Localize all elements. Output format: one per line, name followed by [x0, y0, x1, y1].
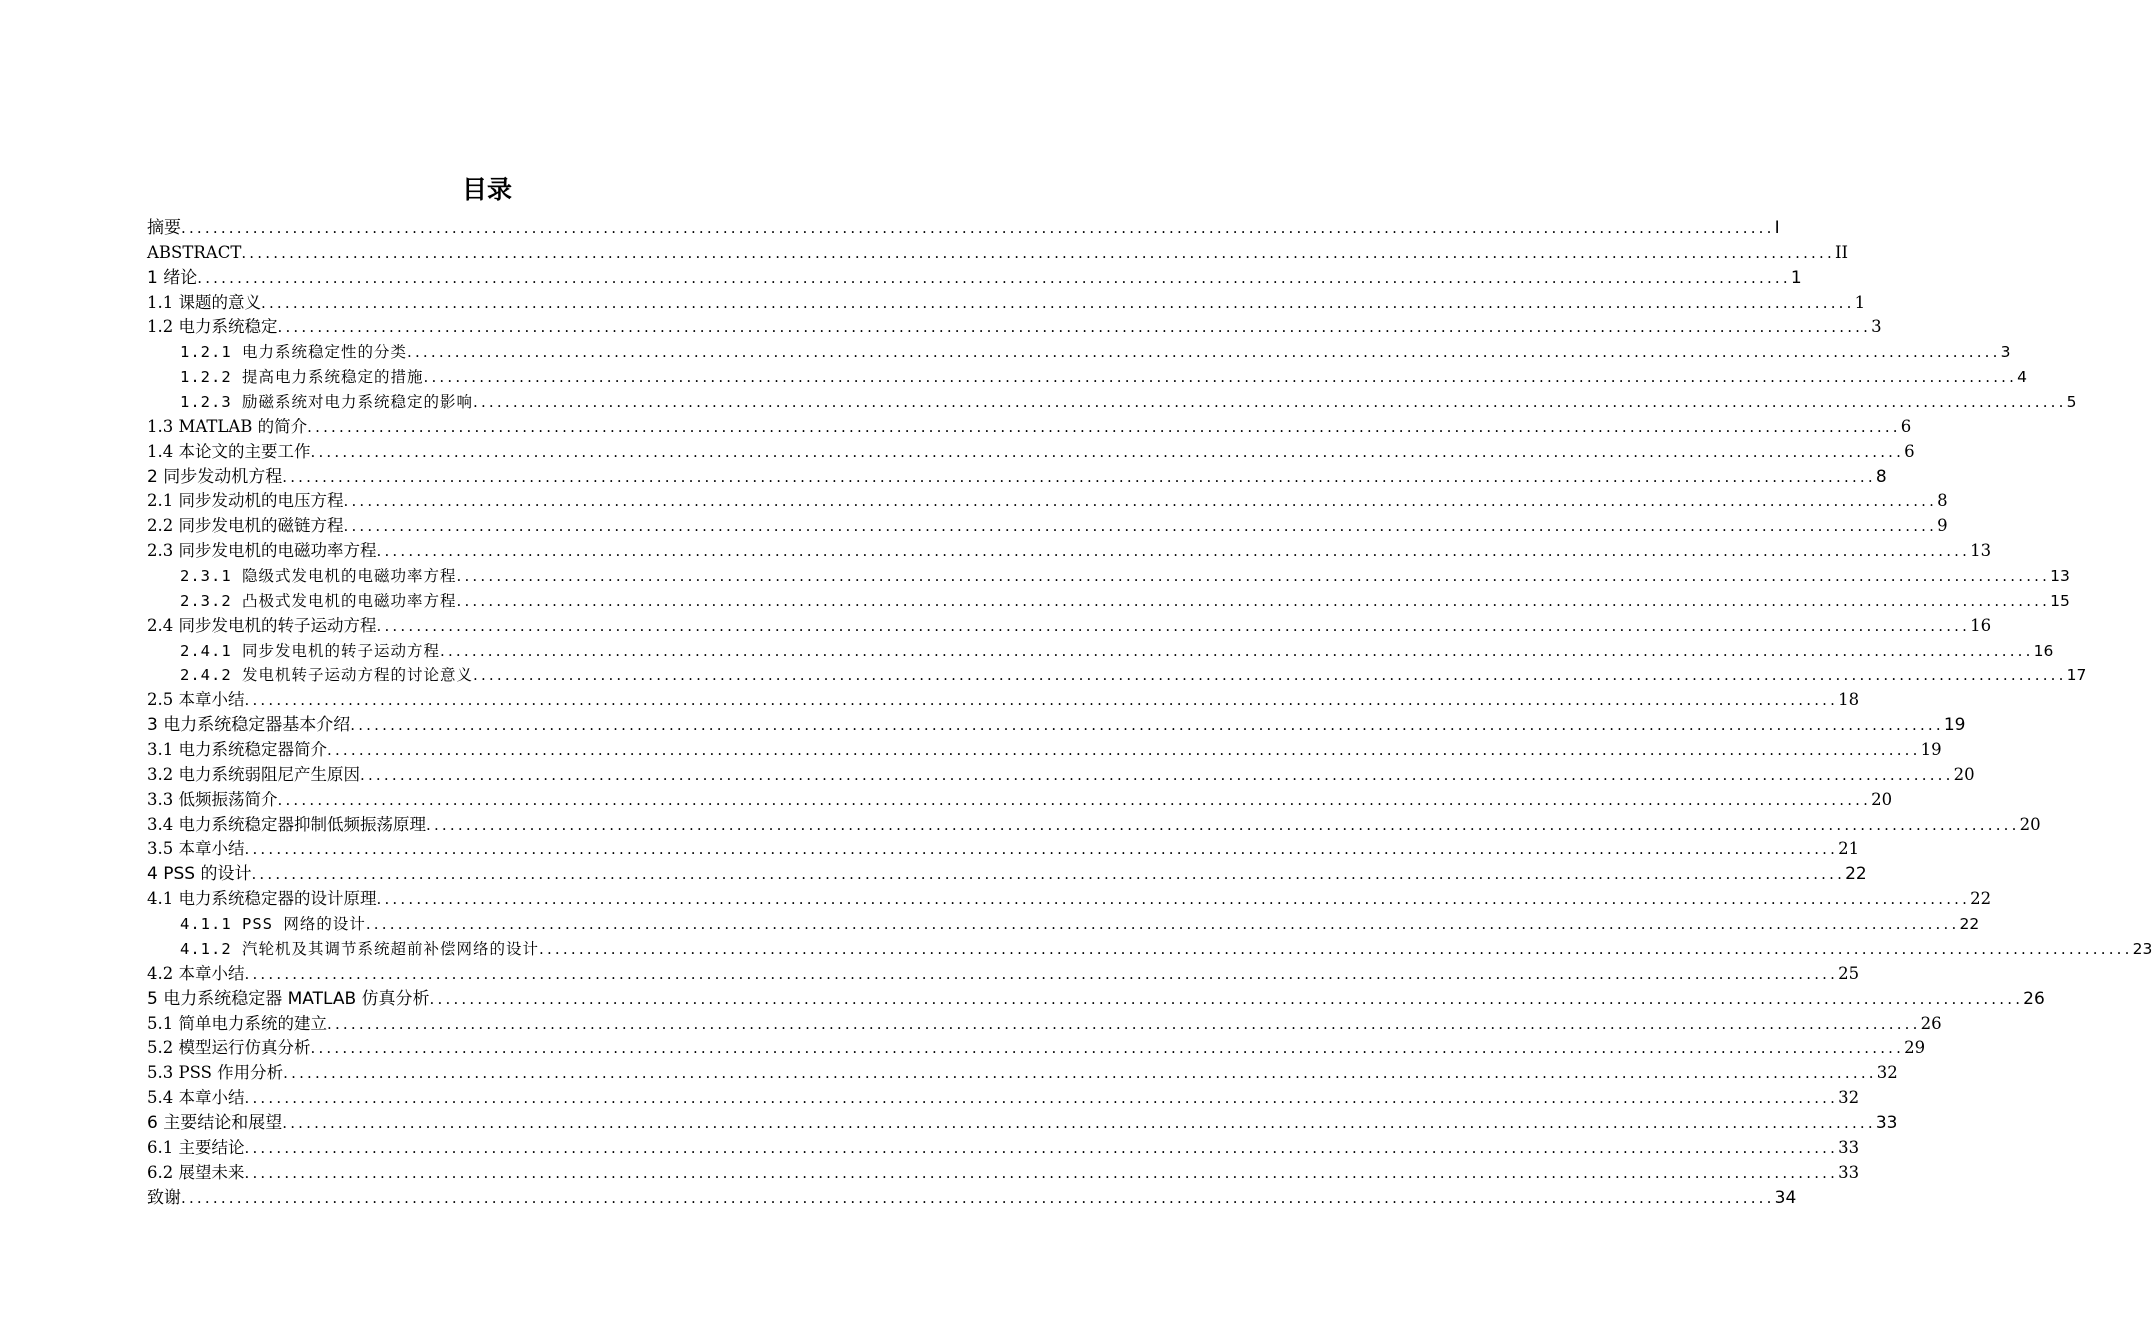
toc-entry[interactable]	[147, 241, 1848, 266]
toc-entry-page-number: 3	[2000, 343, 2011, 362]
toc-entry-page-number: 32	[1838, 1088, 1860, 1108]
toc-dot-leader: ........................................................................................................................................................................................................	[307, 417, 1901, 436]
toc-dot-leader: ........................................................................................................................................................................................................	[327, 1014, 1921, 1033]
toc-entry-page-number: II	[1834, 242, 1848, 262]
toc-dot-leader: ........................................................................................................................................................................................................	[456, 567, 2051, 586]
toc-dot-leader: ........................................................................................................................................................................................................	[423, 368, 2018, 387]
toc-entry-page-number: 3	[1871, 317, 1882, 337]
toc-entry[interactable]	[147, 266, 1802, 291]
toc-entry-label: 3.5 本章小结	[147, 839, 245, 859]
toc-entry-page-number: 34	[1774, 1187, 1797, 1208]
toc-entry[interactable]	[147, 365, 2027, 390]
toc-dot-leader: ........................................................................................................................................................................................................	[376, 616, 1971, 635]
toc-entry[interactable]	[147, 887, 1992, 912]
toc-entry-page-number: 4	[2017, 368, 2027, 387]
toc-dot-leader: ........................................................................................................................................................................................................	[376, 890, 1971, 909]
toc-entry[interactable]	[147, 216, 1780, 241]
toc-dot-leader: ........................................................................................................................................................................................................	[251, 865, 1846, 884]
toc-entry-label: 2.4 同步发电机的转子运动方程	[147, 615, 377, 635]
toc-entry-label: 1.3 MATLAB 的简介	[147, 416, 308, 436]
toc-entry-label: 3.1 电力系统稳定器简介	[147, 740, 327, 760]
toc-entry-page-number: 1	[1854, 292, 1866, 312]
toc-dot-leader: ........................................................................................................................................................................................................	[244, 840, 1839, 859]
toc-dot-leader: ........................................................................................................................................................................................................	[181, 219, 1775, 237]
toc-dot-leader: ........................................................................................................................................................................................................	[365, 915, 1960, 934]
toc-dot-leader: ........................................................................................................................................................................................................	[241, 243, 1835, 262]
toc-entry-page-number: 6	[1900, 416, 1912, 436]
toc-entry-page-number: 20	[2019, 814, 2041, 834]
toc-entry-label: 2.3 同步发电机的电磁功率方程	[147, 541, 377, 561]
toc-entry[interactable]	[147, 390, 2077, 415]
toc-entry-page-number: 33	[1838, 1162, 1860, 1182]
toc-entry-label: 5.1 简单电力系统的建立	[147, 1013, 327, 1033]
toc-dot-leader: ........................................................................................................................................................................................................	[261, 293, 1855, 312]
toc-dot-leader: ........................................................................................................................................................................................................	[539, 939, 2133, 958]
toc-entry-page-number: 22	[1959, 915, 1980, 934]
table-of-contents	[147, 216, 2152, 1210]
toc-dot-leader: ........................................................................................................................................................................................................	[473, 393, 2067, 412]
toc-entry-label: 4.2 本章小结	[147, 963, 245, 983]
toc-entry[interactable]	[147, 564, 2070, 589]
toc-entry[interactable]	[147, 1061, 1898, 1086]
toc-entry-label: 2.3.1 隐级式发电机的电磁功率方程	[180, 567, 457, 586]
toc-entry[interactable]	[147, 862, 1867, 887]
toc-entry[interactable]	[147, 688, 1860, 713]
toc-entry-label: 1.2.2 提高电力系统稳定的措施	[180, 368, 424, 387]
toc-entry-label: 1 绪论	[147, 267, 198, 288]
toc-entry-label: 1.2 电力系统稳定	[147, 317, 278, 337]
toc-entry[interactable]	[147, 1111, 1898, 1136]
toc-dot-leader: ........................................................................................................................................................................................................	[282, 1113, 1876, 1132]
toc-entry[interactable]	[147, 813, 2041, 838]
toc-entry-label: 3.3 低频振荡简介	[147, 789, 278, 809]
toc-entry-label: 2.4.2 发电机转子运动方程的讨论意义	[180, 666, 473, 685]
toc-entry-label: 5.4 本章小结	[147, 1088, 245, 1108]
toc-dot-leader: ........................................................................................................................................................................................................	[277, 318, 1872, 337]
toc-entry[interactable]	[147, 987, 2045, 1012]
toc-entry[interactable]	[147, 837, 1860, 862]
toc-dot-leader: ........................................................................................................................................................................................................	[473, 666, 2067, 685]
toc-entry-page-number: 9	[1937, 516, 1948, 536]
toc-entry-label: 5 电力系统稳定器 MATLAB 仿真分析	[147, 988, 430, 1009]
toc-dot-leader: ........................................................................................................................................................................................................	[426, 815, 2020, 834]
toc-entry-label: 1.1 课题的意义	[147, 292, 261, 312]
toc-entry[interactable]	[147, 639, 2054, 664]
toc-dot-leader: ........................................................................................................................................................................................................	[440, 641, 2034, 660]
toc-entry-label: ABSTRACT	[147, 242, 242, 262]
toc-entry-label: 摘要	[147, 218, 181, 238]
toc-entry[interactable]	[147, 539, 1992, 564]
toc-dot-leader: ........................................................................................................................................................................................................	[327, 741, 1921, 760]
toc-dot-leader: ........................................................................................................................................................................................................	[244, 691, 1839, 710]
toc-entry-page-number: 17	[2066, 666, 2087, 685]
toc-entry[interactable]	[147, 1012, 1942, 1037]
toc-entry-label: 2.4.1 同步发电机的转子运动方程	[180, 641, 440, 660]
toc-entry-label: 致谢	[147, 1187, 181, 1208]
toc-entry-label: 2 同步发动机方程	[147, 466, 283, 487]
toc-entry[interactable]	[147, 663, 2087, 688]
toc-entry-page-number: 32	[1876, 1063, 1898, 1083]
toc-entry-label: 3.4 电力系统稳定器抑制低频振荡原理	[147, 814, 426, 834]
toc-entry-page-number: 29	[1904, 1038, 1926, 1058]
toc-entry-page-number: 13	[2050, 567, 2070, 586]
toc-entry-page-number: I	[1774, 218, 1780, 238]
toc-entry[interactable]	[147, 713, 1966, 738]
toc-entry[interactable]	[147, 1036, 1926, 1061]
toc-entry-page-number: 15	[2050, 591, 2070, 610]
toc-entry-label: 1.2.3 励磁系统对电力系统稳定的影响	[180, 393, 473, 412]
toc-entry[interactable]	[147, 340, 2011, 365]
toc-entry-label: 5.2 模型运行仿真分析	[147, 1038, 311, 1058]
toc-entry[interactable]	[147, 291, 1866, 316]
toc-entry[interactable]	[147, 315, 1882, 340]
toc-entry-label: 4.1.2 汽轮机及其调节系统超前补偿网络的设计	[180, 939, 539, 958]
toc-entry[interactable]	[147, 1161, 1860, 1186]
toc-entry-label: 6 主要结论和展望	[147, 1112, 283, 1133]
toc-entry-label: 3.2 电力系统弱阻尼产生原因	[147, 764, 360, 784]
toc-entry[interactable]	[147, 489, 1948, 514]
toc-dot-leader: ........................................................................................................................................................................................................	[197, 268, 1791, 287]
toc-entry[interactable]	[147, 763, 1975, 788]
toc-entry-label: 3 电力系统稳定器基本介绍	[147, 715, 351, 736]
toc-entry-label: 4 PSS 的设计	[147, 864, 252, 885]
toc-entry-page-number: 6	[1904, 441, 1915, 461]
toc-entry[interactable]	[147, 738, 1942, 763]
toc-entry-label: 6.2 展望未来	[147, 1162, 245, 1182]
toc-entry-label: 2.2 同步发电机的磁链方程	[147, 516, 344, 536]
toc-entry[interactable]	[147, 788, 1893, 813]
toc-dot-leader: ........................................................................................................................................................................................................	[360, 765, 1954, 784]
toc-entry-page-number: 19	[1943, 715, 1966, 736]
toc-entry-label: 1.2.1 电力系统稳定性的分类	[180, 343, 407, 362]
toc-entry-page-number: 20	[1953, 764, 1975, 784]
toc-entry-page-number: 8	[1875, 466, 1887, 487]
toc-dot-leader: ........................................................................................................................................................................................................	[343, 517, 1938, 536]
toc-entry[interactable]	[147, 937, 2152, 962]
toc-entry[interactable]	[147, 1086, 1860, 1111]
toc-entry-label: 5.3 PSS 作用分析	[147, 1063, 284, 1083]
toc-entry[interactable]	[147, 415, 1912, 440]
toc-entry[interactable]	[147, 614, 1992, 639]
toc-entry-page-number: 16	[1970, 615, 1992, 635]
toc-entry-label: 4.1.1 PSS 网络的设计	[180, 915, 366, 934]
toc-entry[interactable]	[147, 962, 1860, 987]
toc-entry-page-number: 33	[1838, 1137, 1860, 1157]
toc-dot-leader: ........................................................................................................................................................................................................	[244, 1089, 1839, 1108]
toc-entry[interactable]	[147, 912, 1980, 937]
toc-dot-leader: ........................................................................................................................................................................................................	[244, 964, 1839, 983]
toc-dot-leader: ........................................................................................................................................................................................................	[283, 1064, 1877, 1083]
toc-entry-label: 2.3.2 凸极式发电机的电磁功率方程	[180, 591, 457, 610]
toc-entry-page-number: 22	[1845, 864, 1867, 885]
toc-entry[interactable]	[147, 589, 2070, 614]
toc-entry-label: 2.1 同步发动机的电压方程	[147, 491, 344, 511]
toc-dot-leader: ........................................................................................................................................................................................................	[310, 442, 1905, 461]
toc-entry-label: 1.4 本论文的主要工作	[147, 441, 311, 461]
toc-entry[interactable]	[147, 1136, 1860, 1161]
toc-entry-page-number: 21	[1838, 839, 1860, 859]
toc-entry-page-number: 8	[1937, 491, 1948, 511]
toc-dot-leader: ........................................................................................................................................................................................................	[343, 492, 1938, 511]
toc-entry-page-number: 26	[1920, 1013, 1942, 1033]
toc-entry-page-number: 33	[1875, 1112, 1898, 1133]
toc-entry-page-number: 25	[1838, 963, 1860, 983]
toc-dot-leader: ........................................................................................................................................................................................................	[407, 343, 2001, 362]
toc-entry-page-number: 5	[2066, 393, 2077, 412]
toc-entry-page-number: 19	[1920, 740, 1942, 760]
toc-entry-page-number: 16	[2033, 641, 2054, 660]
toc-dot-leader: ........................................................................................................................................................................................................	[244, 1163, 1839, 1182]
toc-entry-label: 4.1 电力系统稳定器的设计原理	[147, 889, 377, 909]
toc-entry[interactable]	[147, 440, 1915, 465]
toc-dot-leader: ........................................................................................................................................................................................................	[277, 790, 1872, 809]
toc-entry-page-number: 23	[2132, 939, 2152, 958]
toc-entry-page-number: 20	[1871, 789, 1893, 809]
toc-entry-page-number: 26	[2023, 988, 2045, 1009]
toc-dot-leader: ........................................................................................................................................................................................................	[376, 542, 1971, 561]
toc-dot-leader: ........................................................................................................................................................................................................	[456, 591, 2051, 610]
toc-dot-leader: ........................................................................................................................................................................................................	[429, 989, 2024, 1008]
toc-dot-leader: ........................................................................................................................................................................................................	[282, 467, 1876, 486]
toc-entry-label: 2.5 本章小结	[147, 690, 245, 710]
toc-entry[interactable]	[147, 465, 1887, 490]
toc-entry[interactable]	[147, 1186, 1797, 1211]
toc-dot-leader: ........................................................................................................................................................................................................	[350, 716, 1944, 735]
toc-dot-leader: ........................................................................................................................................................................................................	[244, 1138, 1839, 1157]
page-title: 目录	[461, 175, 512, 204]
toc-entry[interactable]	[147, 514, 1948, 539]
toc-entry-page-number: 1	[1790, 267, 1802, 288]
toc-dot-leader: ........................................................................................................................................................................................................	[181, 1188, 1775, 1207]
toc-entry-page-number: 13	[1970, 541, 1992, 561]
toc-entry-label: 6.1 主要结论	[147, 1137, 245, 1157]
toc-entry-page-number: 22	[1970, 889, 1992, 909]
toc-entry-page-number: 18	[1838, 690, 1860, 710]
toc-dot-leader: ........................................................................................................................................................................................................	[310, 1039, 1905, 1058]
